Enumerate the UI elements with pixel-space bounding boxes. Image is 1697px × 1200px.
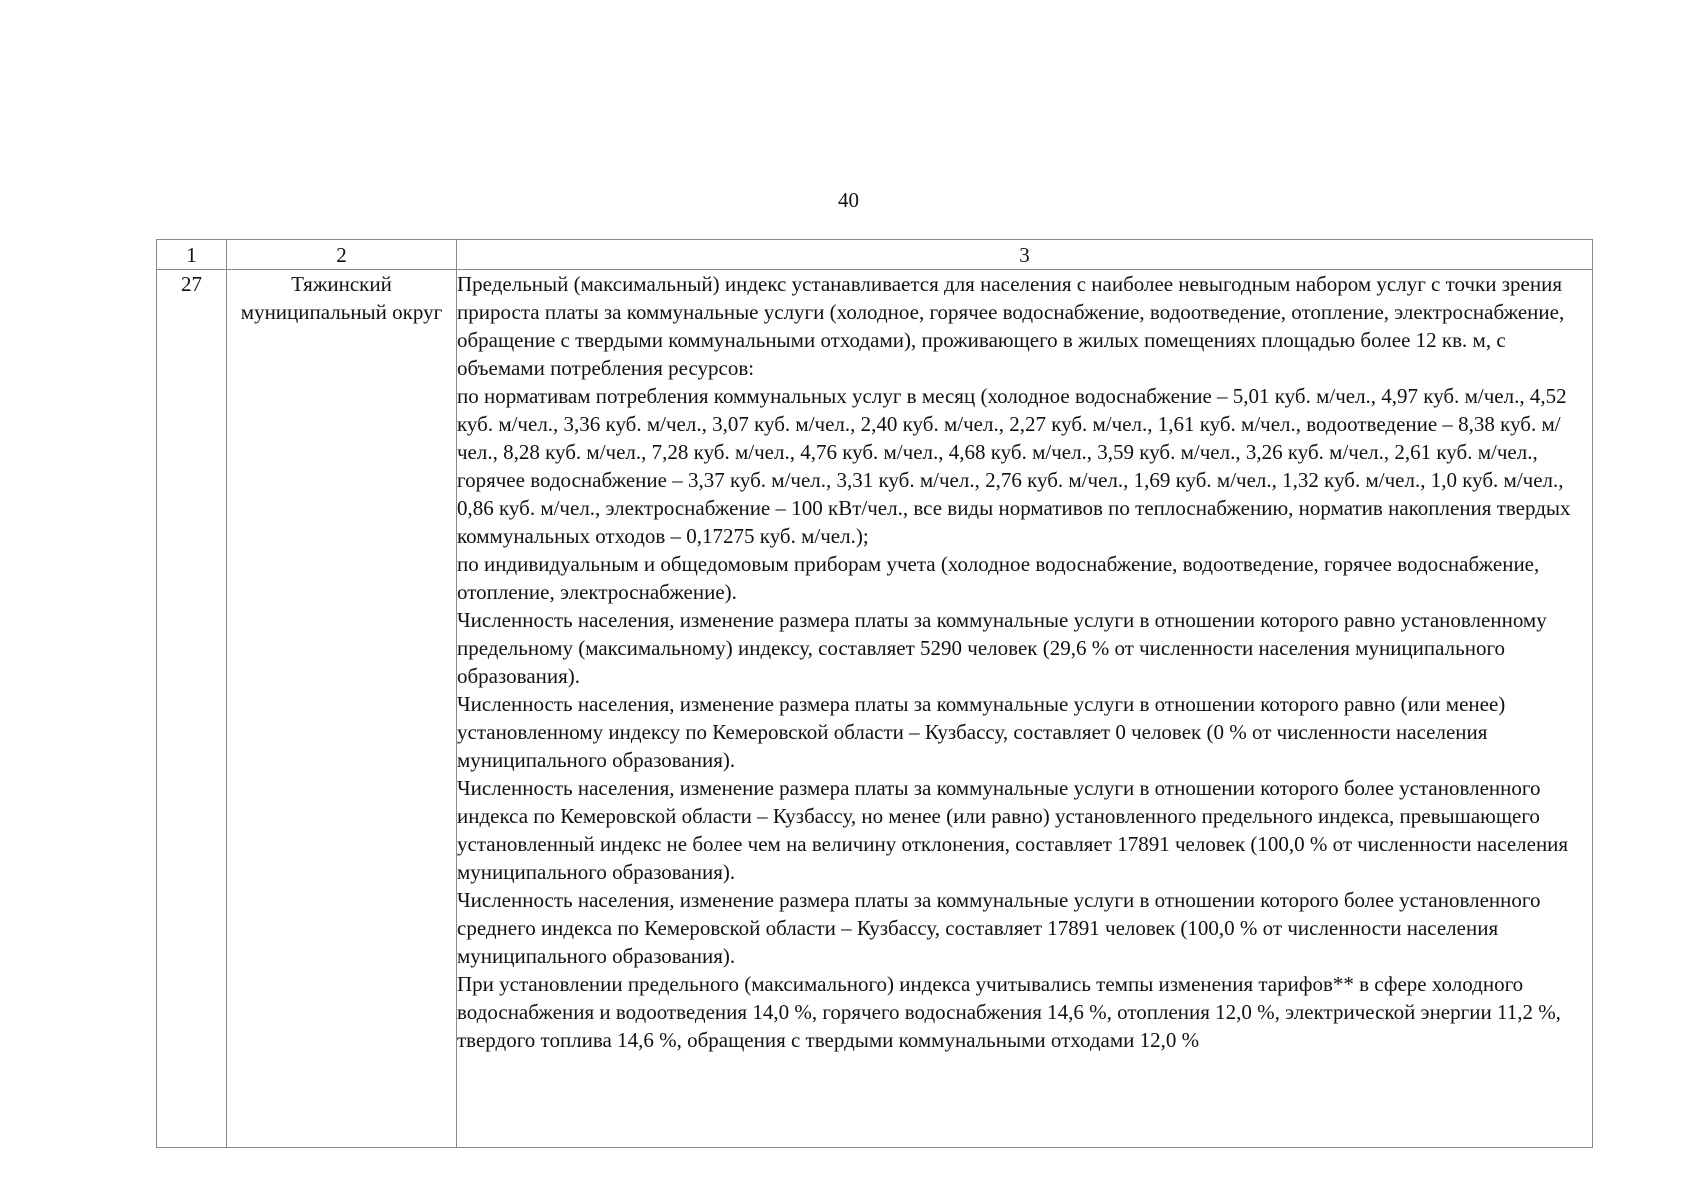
page-number: 40 [838,188,859,212]
description-cell [457,270,1593,1148]
data-table [156,239,1593,1148]
table-row [157,270,1593,1148]
paragraph-metering-devices: по индивидуальным и общедомовым приборам учета (холодное водоснабжение, водоотведение, горячее водоснабжение, отопление, электроснабжение). [457,552,1540,604]
row-number: 27 [157,270,227,1148]
paragraph-tariff-rates: При установлении предельного (максимального) индекса учитывались темпы изменения тарифов** в сфере холодного водоснабжения и водоотведения 14,0 %, горячего водоснабжения 14,6 %, отопления 12,0 %, электрической энергии 11,2 %, твердого топлива 14,6 %, обращения с твердыми коммунальными отходами 12,0 % [457,972,1561,1052]
table-header-row [157,240,1593,270]
column-header-3: 3 [457,240,1593,270]
column-header-1: 1 [157,240,227,270]
paragraph-index-definition: Предельный (максимальный) индекс устанавливается для населения с наиболее невыгодным набором услуг с точки зрения прироста платы за коммунальные услуги (холодное, горячее водоснабжение, водоотведение, отопление, электроснабжение, обращение с твердыми коммунальными отходами), проживающего в жилых помещениях площадью более 12 кв. м, с объемами потребления ресурсов: [457,272,1565,380]
paragraph-consumption-norms: по нормативам потребления коммунальных услуг в месяц (холодное водоснабжение – 5,01 куб. м/чел., 4,97 куб. м/чел., 4,52 куб. м/чел., 3,36 куб. м/чел., 3,07 куб. м/чел., 2,40 куб. м/чел., 2,27 куб. м/чел., 1,61 куб. м/чел., водоотведение – 8,38 куб. м/чел., 8,28 куб. м/чел., 7,28 куб. м/чел., 4,76 куб. м/чел., 4,68 куб. м/чел., 3,59 куб. м/чел., 3,26 куб. м/чел., 2,61 куб. м/чел., горячее водоснабжение – 3,37 куб. м/чел., 3,31 куб. м/чел., 2,76 куб. м/чел., 1,69 куб. м/чел., 1,32 куб. м/чел., 1,0 куб. м/чел., 0,86 куб. м/чел., электроснабжение – 100 кВт/чел., все виды нормативов по теплоснабжению, норматив накопления твердых коммунальных отходов – 0,17275 куб. м/чел.); [457,384,1571,548]
column-header-2: 2 [227,240,457,270]
paragraph-population-above-index: Численность населения, изменение размера платы за коммунальные услуги в отношении которого более установленного индекса по Кемеровской области – Кузбассу, но менее (или равно) установленного предельного индекса, превышающего установленный индекс не более чем на величину отклонения, составляет 17891 человек (100,0 % от численности населения муниципального образования). [457,776,1569,884]
municipality-name: Тяжинский муниципальный округ [227,270,457,1148]
paragraph-population-equal-or-less: Численность населения, изменение размера платы за коммунальные услуги в отношении которого равно (или менее) установленному индексу по Кемеровской области – Кузбассу, составляет 0 человек (0 % от численности населения муниципального образования). [457,692,1506,772]
paragraph-population-above-average: Численность населения, изменение размера платы за коммунальные услуги в отношении которого более установленного среднего индекса по Кемеровской области – Кузбассу, составляет 17891 человек (100,0 % от численности населения муниципального образования). [457,888,1541,968]
paragraph-population-equal-limit: Численность населения, изменение размера платы за коммунальные услуги в отношении которого равно установленному предельному (максимальному) индексу, составляет 5290 человек (29,6 % от численности населения муниципального образования). [457,608,1547,688]
